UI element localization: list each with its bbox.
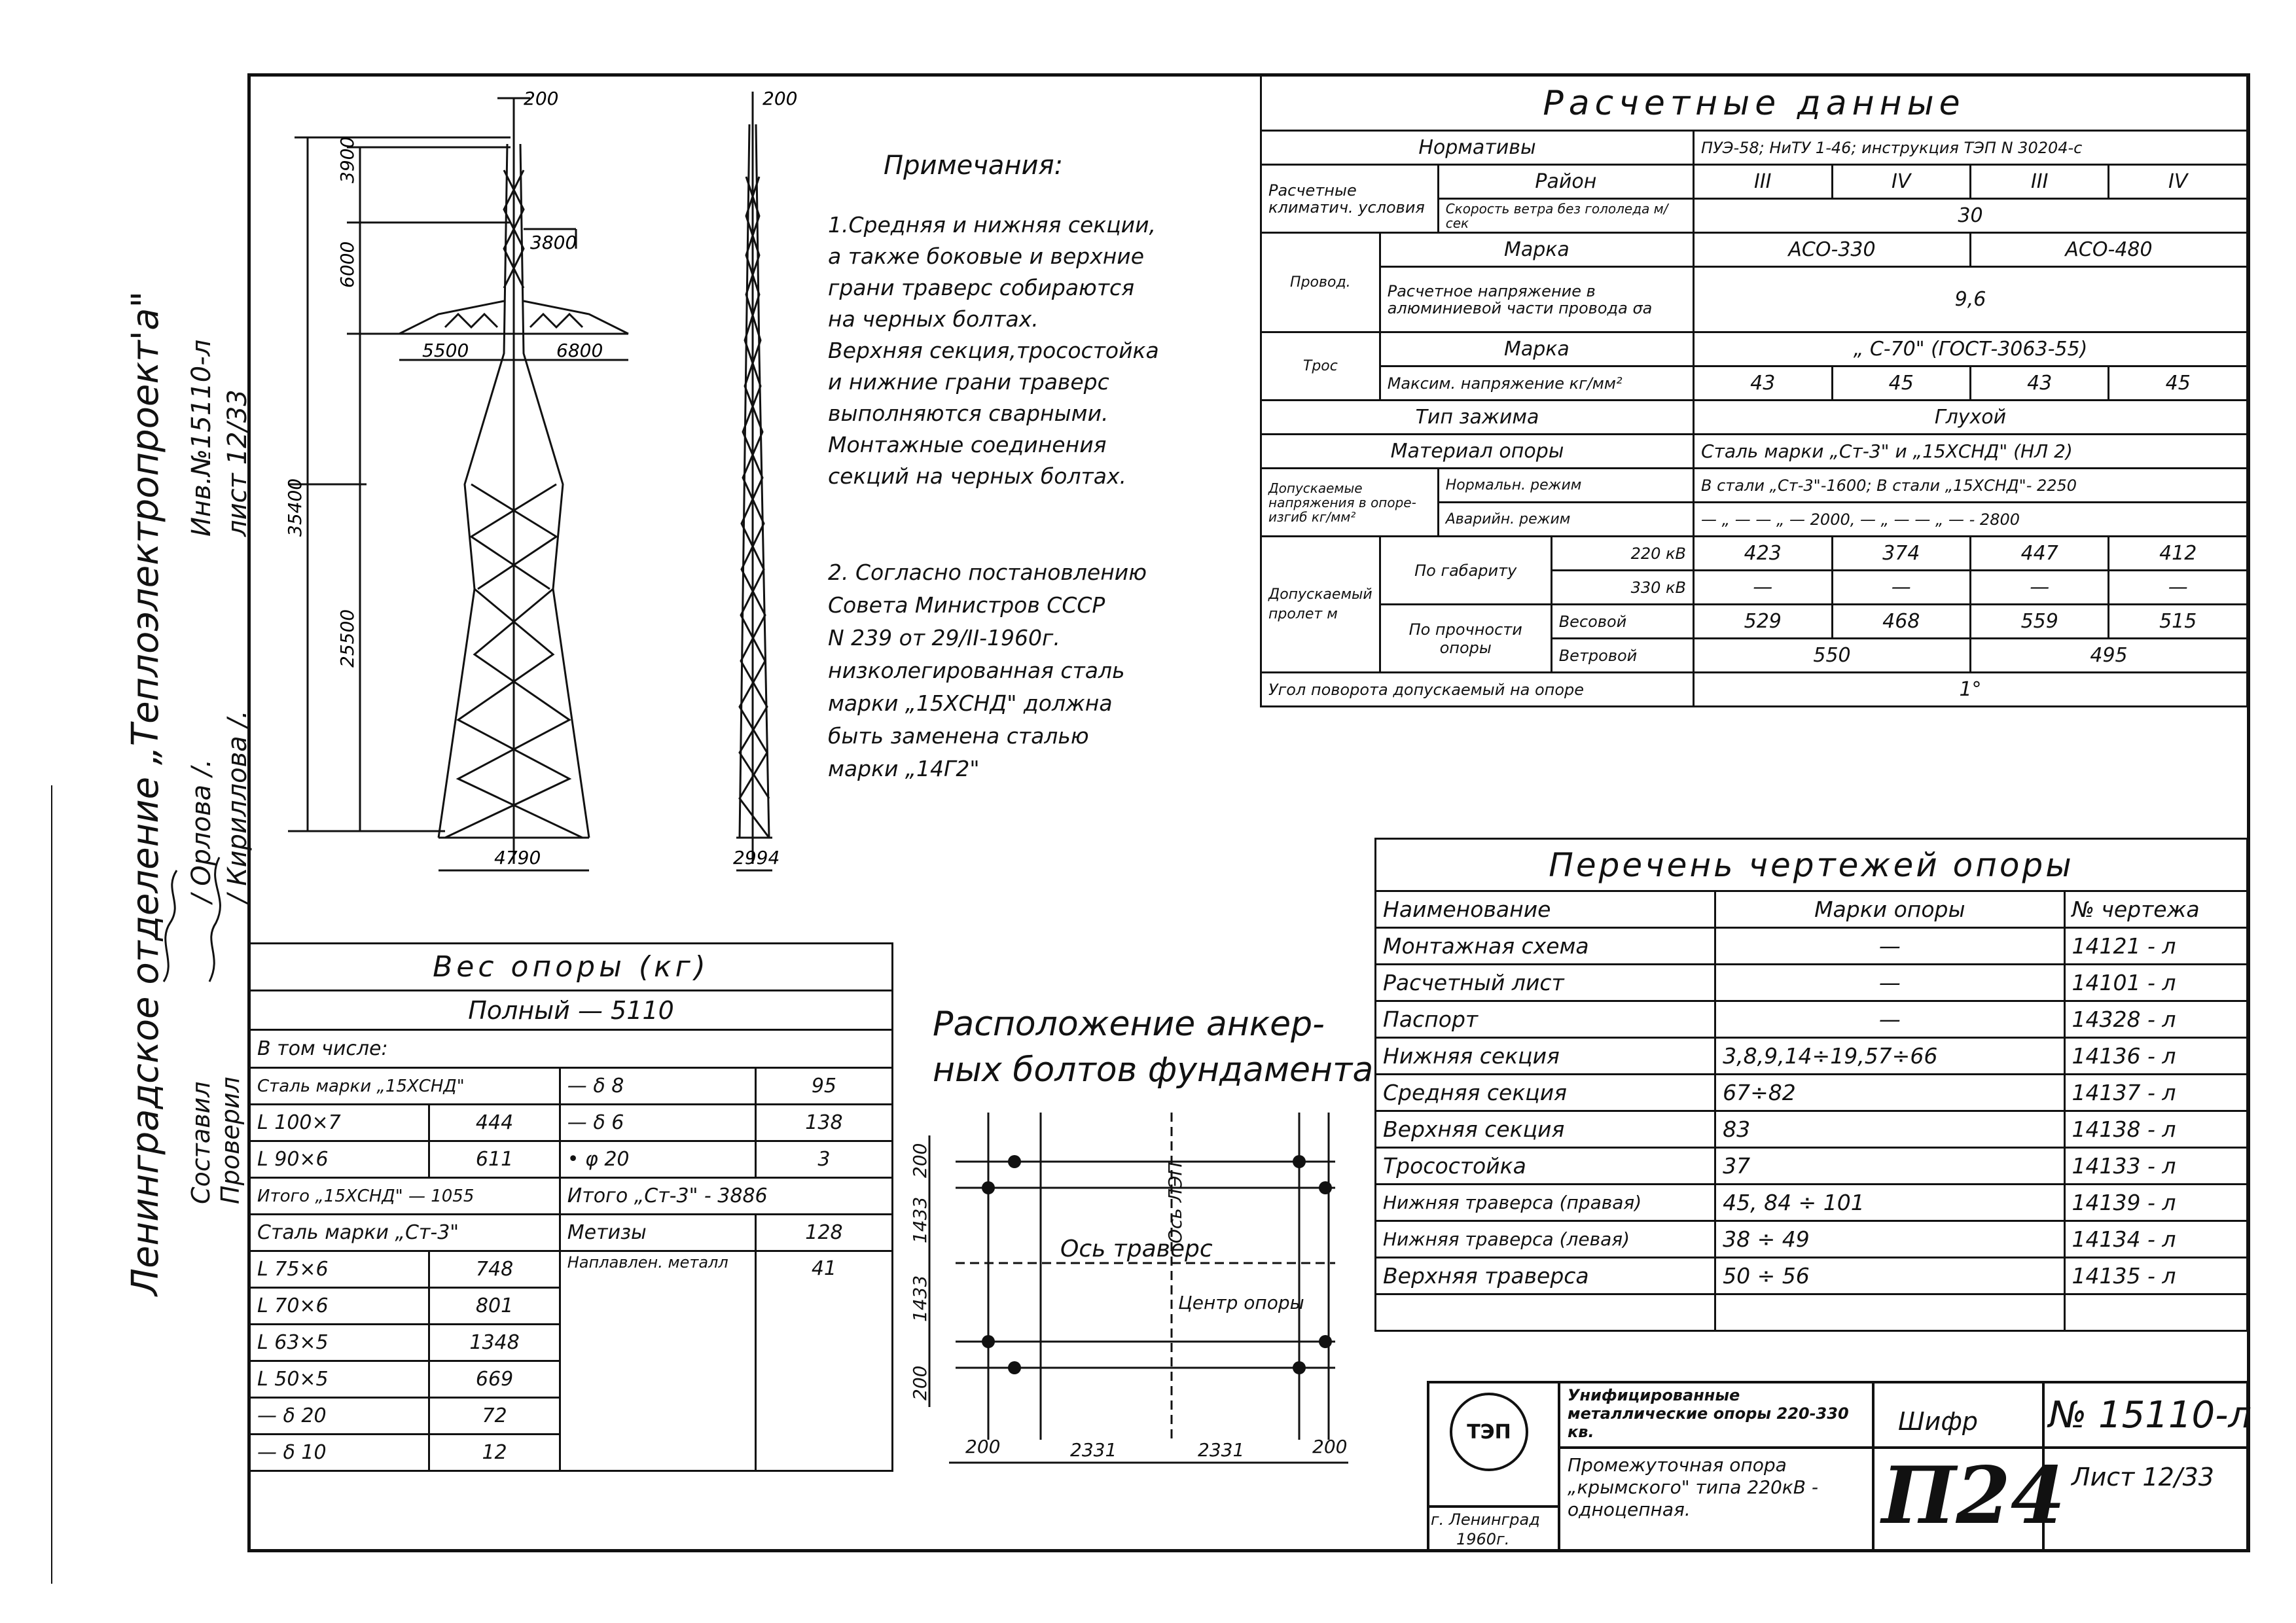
weight-item-value: 12 [429, 1435, 560, 1471]
vdim-200-top: 200 [909, 1143, 931, 1178]
wind-label: Скорость ветра без гололеда м/сек [1438, 199, 1693, 233]
weight-item: L 50×5 [250, 1361, 429, 1398]
tower-drawing [249, 79, 838, 929]
weight-cell: 559 [1970, 605, 2108, 639]
stamp-cipher: П24 [1882, 1450, 2066, 1542]
drawing-name: Нижняя траверса (левая) [1376, 1221, 1715, 1258]
drawing-marks: — [1715, 1001, 2064, 1038]
kv220-label: 220 кВ [1551, 537, 1693, 571]
drawing-number: 14133 - л [2064, 1148, 2247, 1185]
gab220-cell: 374 [1832, 537, 1970, 571]
axis-lep: Ось ЛЭП [1164, 1162, 1186, 1243]
drawing-number: 14138 - л [2064, 1111, 2247, 1148]
table-row [1376, 1001, 2248, 1038]
side-compiled: Составил [187, 1081, 215, 1204]
table-row [1376, 1075, 2248, 1111]
angle-value: 1° [1694, 673, 2248, 707]
weld-label: Наплавлен. металл [560, 1251, 755, 1471]
weight-item: • φ 20 [560, 1141, 755, 1178]
hdim-2331-left: 2331 [1070, 1439, 1117, 1461]
weight-full-value: 5110 [611, 995, 674, 1025]
wire-stress-value: 9,6 [1694, 267, 2248, 332]
normatives-value: ПУЭ-58; НиТУ 1-46; инструкция ТЭП N 30204-с [1694, 131, 2248, 165]
stamp-number: № 15110-л [2049, 1394, 2252, 1436]
drawing-number: 14134 - л [2064, 1221, 2247, 1258]
drawing-number: 14328 - л [2064, 1001, 2247, 1038]
rope-stress-cell: 45 [1832, 366, 1970, 401]
hdim-2331-right: 2331 [1198, 1439, 1245, 1461]
gab220-cell: 423 [1694, 537, 1832, 571]
drawing-number: 14139 - л [2064, 1185, 2247, 1221]
note-2-line: марки „15ХСНД" должна [828, 690, 1113, 716]
material-value: Сталь марки „Ст-3" и „15ХСНД" (НЛ 2) [1694, 435, 2248, 469]
clamp-label: Тип зажима [1261, 401, 1694, 435]
wire-mark-2: АСО-480 [1970, 233, 2247, 267]
gab330-cell: — [2109, 571, 2248, 605]
weight-item: — δ 20 [250, 1398, 429, 1435]
dim-3800: 3800 [530, 232, 577, 253]
drawing-marks: 38 ÷ 49 [1715, 1221, 2064, 1258]
wind-cell: 495 [1970, 639, 2247, 673]
note-1-line: 1.Средняя и нижняя секции, [828, 212, 1157, 238]
side-signatures [151, 766, 255, 995]
note-2-line: 2. Согласно постановлению [828, 560, 1147, 585]
center-label: Центр опоры [1178, 1292, 1304, 1313]
weight-item-value: 444 [429, 1105, 560, 1141]
weight-full-label: Полный — [468, 995, 603, 1025]
table-row [1376, 1185, 2248, 1221]
wire-mark-label: Марка [1380, 233, 1693, 267]
weight-full [250, 991, 893, 1030]
dim-6000: 6000 [336, 241, 358, 288]
drawing-marks: 83 [1715, 1111, 2064, 1148]
note-2-line: марки „14Г2" [828, 756, 980, 781]
side-sheet: лист 12/33 [223, 389, 253, 537]
drawings-title: Перечень чертежей опоры [1376, 839, 2248, 891]
bolt-hole [1293, 1361, 1306, 1374]
rope-mark-value: „ С-70" (ГОСТ-3063-55) [1694, 332, 2248, 366]
side-name-1: / Орлова /. [187, 758, 217, 903]
drawing-number: 14121 - л [2064, 928, 2247, 965]
notes-1 [828, 209, 1159, 492]
stamp-divider [1558, 1446, 2042, 1449]
stamp-divider [2042, 1446, 2249, 1449]
side-checked: Проверил [216, 1077, 245, 1204]
note-1-line: грани траверс собираются [828, 275, 1135, 300]
bolt-hole [982, 1335, 995, 1348]
notes-title: Примечания: [884, 151, 1064, 181]
weight-item-value: 669 [429, 1361, 560, 1398]
dim-25500: 25500 [336, 609, 358, 668]
wind-load-label: Ветровой [1551, 639, 1693, 673]
note-2-line: N 239 от 29/II-1960г. [828, 625, 1060, 651]
note-1-line: секций на черных болтах. [828, 463, 1127, 489]
climate-label: Расчетные климатич. условия [1261, 165, 1439, 233]
table-row [1376, 1221, 2248, 1258]
dim-3900: 3900 [336, 136, 358, 183]
district-label: Район [1438, 165, 1693, 199]
bolt-hole [1319, 1335, 1332, 1348]
drawing-name: Верхняя траверса [1376, 1258, 1715, 1294]
dim-200-front: 200 [524, 88, 559, 109]
hdim-200-right: 200 [1312, 1436, 1348, 1457]
vdim-1433-top: 1433 [909, 1196, 931, 1243]
bolts-title-2: ных болтов фундамента [933, 1050, 1374, 1090]
allow-label: Допускаемые напряжения в опоре-изгиб кг/мм² [1261, 469, 1439, 537]
rope-mark-label: Марка [1380, 332, 1693, 366]
empty-cell [2064, 1294, 2247, 1331]
weight-load-label: Весовой [1551, 605, 1693, 639]
weight-item-value: 72 [429, 1398, 560, 1435]
weight-cell: 529 [1694, 605, 1832, 639]
note-1-line: Верхняя секция,тросостойка [828, 338, 1159, 363]
district-cell: IV [1832, 165, 1970, 199]
dim-5500: 5500 [422, 340, 469, 361]
wire-stress-label: Расчетное напряжение в алюминиевой части провода σа [1380, 267, 1693, 332]
note-1-line: Монтажные соединения [828, 432, 1107, 457]
wind-value: 30 [1694, 199, 2248, 233]
steel1-label: Сталь марки „15ХСНД" [250, 1068, 560, 1105]
table-row [1376, 1038, 2248, 1075]
dim-2994: 2994 [733, 847, 780, 868]
stamp-sheet [2072, 1463, 2214, 1491]
note-1-line: а также боковые и верхние [828, 243, 1145, 269]
drawing-name: Нижняя траверса (правая) [1376, 1185, 1715, 1221]
drawings-header: № чертежа [2064, 891, 2247, 928]
table-row [1376, 928, 2248, 965]
material-label: Материал опоры [1261, 435, 1694, 469]
bolt-hole [1319, 1181, 1332, 1194]
stamp-divider [1558, 1381, 1560, 1552]
dim-4790: 4790 [494, 847, 541, 868]
side-org-title: Ленинградское отделение „Теплоэлектропроект'а" [124, 291, 167, 1296]
weight-item-value: 748 [429, 1251, 560, 1288]
calc-title: Расчетные данные [1261, 76, 2248, 131]
table-row [1376, 1148, 2248, 1185]
empty-cell [1376, 1294, 1715, 1331]
note-1-line: на черных болтах. [828, 306, 1039, 332]
rope-stress-cell: 43 [1694, 366, 1832, 401]
drawing-marks: 45, 84 ÷ 101 [1715, 1185, 2064, 1221]
total-15hsnd: Итого „15ХСНД" — 1055 [250, 1178, 560, 1215]
gab330-cell: — [1694, 571, 1832, 605]
rope-label: Трос [1261, 332, 1380, 401]
drawing-number: 14136 - л [2064, 1038, 2247, 1075]
dim-35400: 35400 [284, 478, 306, 537]
stamp-logo [1450, 1393, 1528, 1471]
drawing-name: Нижняя секция [1376, 1038, 1715, 1075]
left-margin-line [51, 785, 52, 1584]
weight-item: L 75×6 [250, 1251, 429, 1288]
drawing-number: 14135 - л [2064, 1258, 2247, 1294]
drawing-marks: 3,8,9,14÷19,57÷66 [1715, 1038, 2064, 1075]
drawing-name: Тросостойка [1376, 1148, 1715, 1185]
note-2-line: Совета Министров СССР [828, 592, 1105, 618]
weight-item-value: 95 [755, 1068, 892, 1105]
metiz-label: Метизы [560, 1215, 755, 1251]
district-cell: III [1970, 165, 2108, 199]
stamp-divider [1872, 1381, 1874, 1552]
stamp-title-1: Унифицированные металлические опоры 220-330 кв. [1568, 1386, 1849, 1441]
emerg-value: — „ — — „ — 2000, — „ — — „ — - 2800 [1694, 503, 2248, 537]
wind-cell: 550 [1694, 639, 1971, 673]
normatives-label: Нормативы [1261, 131, 1694, 165]
drawing-number: 14137 - л [2064, 1075, 2247, 1111]
drawings-header: Наименование [1376, 891, 1715, 928]
empty-cell [1715, 1294, 2064, 1331]
bolts-diagram [909, 1099, 1388, 1505]
drawing-marks: 50 ÷ 56 [1715, 1258, 2064, 1294]
weight-item-value: 138 [755, 1105, 892, 1141]
weight-item-value: 611 [429, 1141, 560, 1178]
gab330-cell: — [1970, 571, 2108, 605]
stamp-cipher-label: Шифр [1898, 1407, 1978, 1436]
emerg-label: Аварийн. режим [1438, 503, 1693, 537]
stamp-sheet-label: Лист [2072, 1463, 2135, 1491]
district-cell: IV [2109, 165, 2248, 199]
weight-title: Вес опоры (кг) [250, 944, 893, 991]
weight-item: — δ 10 [250, 1435, 429, 1471]
note-1-line: выполняются сварными. [828, 401, 1109, 426]
calc-table [1260, 75, 2248, 707]
notes-2 [828, 556, 1147, 785]
bolt-hole [1293, 1155, 1306, 1168]
gabarit-label: По габариту [1380, 537, 1551, 605]
weight-item: L 90×6 [250, 1141, 429, 1178]
span-label: Допускаемый пролет м [1261, 537, 1380, 673]
bolt-hole [1008, 1361, 1021, 1374]
steel2-label: Сталь марки „Ст-3" [250, 1215, 560, 1251]
table-row [1376, 965, 2248, 1001]
stamp-sheet-value: 12/33 [2142, 1463, 2214, 1491]
drawings-table [1374, 838, 2248, 1332]
drawing-name: Паспорт [1376, 1001, 1715, 1038]
drawing-marks: — [1715, 928, 2064, 965]
side-inventory: Инв.№15110-л [187, 339, 217, 537]
bolt-hole [982, 1181, 995, 1194]
strength-label: По прочности опоры [1380, 605, 1551, 673]
district-cell: III [1694, 165, 1832, 199]
weight-item-value: 1348 [429, 1325, 560, 1361]
drawing-marks: 37 [1715, 1148, 2064, 1185]
drawings-header: Марки опоры [1715, 891, 2064, 928]
rope-stress-cell: 43 [1970, 366, 2108, 401]
drawing-number: 14101 - л [2064, 965, 2247, 1001]
gab330-cell: — [1832, 571, 1970, 605]
bolts-title-1: Расположение анкер- [933, 1005, 1325, 1044]
table-row [1376, 1258, 2248, 1294]
drawing-marks: — [1715, 965, 2064, 1001]
clamp-value: Глухой [1694, 401, 2248, 435]
rope-stress-cell: 45 [2109, 366, 2248, 401]
stamp-title-2: Промежуточная опора „крымского" типа 220кВ - одноцепная. [1568, 1454, 1818, 1520]
weight-item: L 63×5 [250, 1325, 429, 1361]
gab220-cell: 447 [1970, 537, 2108, 571]
rope-stress-label: Максим. напряжение кг/мм² [1380, 366, 1693, 401]
wire-mark-1: АСО-330 [1694, 233, 1971, 267]
hdim-200-left: 200 [965, 1436, 1001, 1457]
weight-item: — δ 8 [560, 1068, 755, 1105]
logo-icon: ТЭП [1467, 1420, 1511, 1444]
axis-traverse: Ось траверс [1060, 1236, 1213, 1262]
angle-label: Угол поворота допускаемый на опоре [1261, 673, 1694, 707]
weight-cell: 515 [2109, 605, 2248, 639]
weight-item: — δ 6 [560, 1105, 755, 1141]
dim-6800: 6800 [556, 340, 603, 361]
normal-label: Нормальн. режим [1438, 469, 1693, 503]
metiz-value: 128 [755, 1215, 892, 1251]
dim-200-side: 200 [762, 88, 798, 109]
vdim-200-bottom: 200 [909, 1365, 931, 1400]
weight-cell: 468 [1832, 605, 1970, 639]
normal-value: В стали „Ст-3"-1600; В стали „15ХСНД"- 2250 [1694, 469, 2248, 503]
weight-incl: В том числе: [250, 1030, 893, 1068]
stamp-city: г. Ленинград [1431, 1510, 1540, 1529]
stamp-divider [1427, 1505, 1558, 1508]
weight-item: L 100×7 [250, 1105, 429, 1141]
drawing-name: Расчетный лист [1376, 965, 1715, 1001]
drawing-name: Верхняя секция [1376, 1111, 1715, 1148]
drawing-marks: 67÷82 [1715, 1075, 2064, 1111]
drawing-name: Средняя секция [1376, 1075, 1715, 1111]
kv330-label: 330 кВ [1551, 571, 1693, 605]
weld-value: 41 [755, 1251, 892, 1471]
note-1-line: и нижние грани траверс [828, 369, 1109, 395]
bolt-hole [1008, 1155, 1021, 1168]
vdim-1433-bottom: 1433 [909, 1275, 931, 1322]
note-2-line: низколегированная сталь [828, 658, 1125, 683]
weight-item: L 70×6 [250, 1288, 429, 1325]
stamp-year: 1960г. [1456, 1530, 1510, 1548]
wire-label: Провод. [1261, 233, 1380, 332]
table-row [1376, 1111, 2248, 1148]
weight-item-value: 3 [755, 1141, 892, 1178]
weight-table [249, 942, 893, 1472]
note-2-line: быть заменена сталью [828, 723, 1089, 749]
drawing-name: Монтажная схема [1376, 928, 1715, 965]
total-st3: Итого „Ст-3" - 3886 [560, 1178, 892, 1215]
side-name-2: / Кириллова /. [223, 710, 253, 903]
weight-item-value: 801 [429, 1288, 560, 1325]
gab220-cell: 412 [2109, 537, 2248, 571]
